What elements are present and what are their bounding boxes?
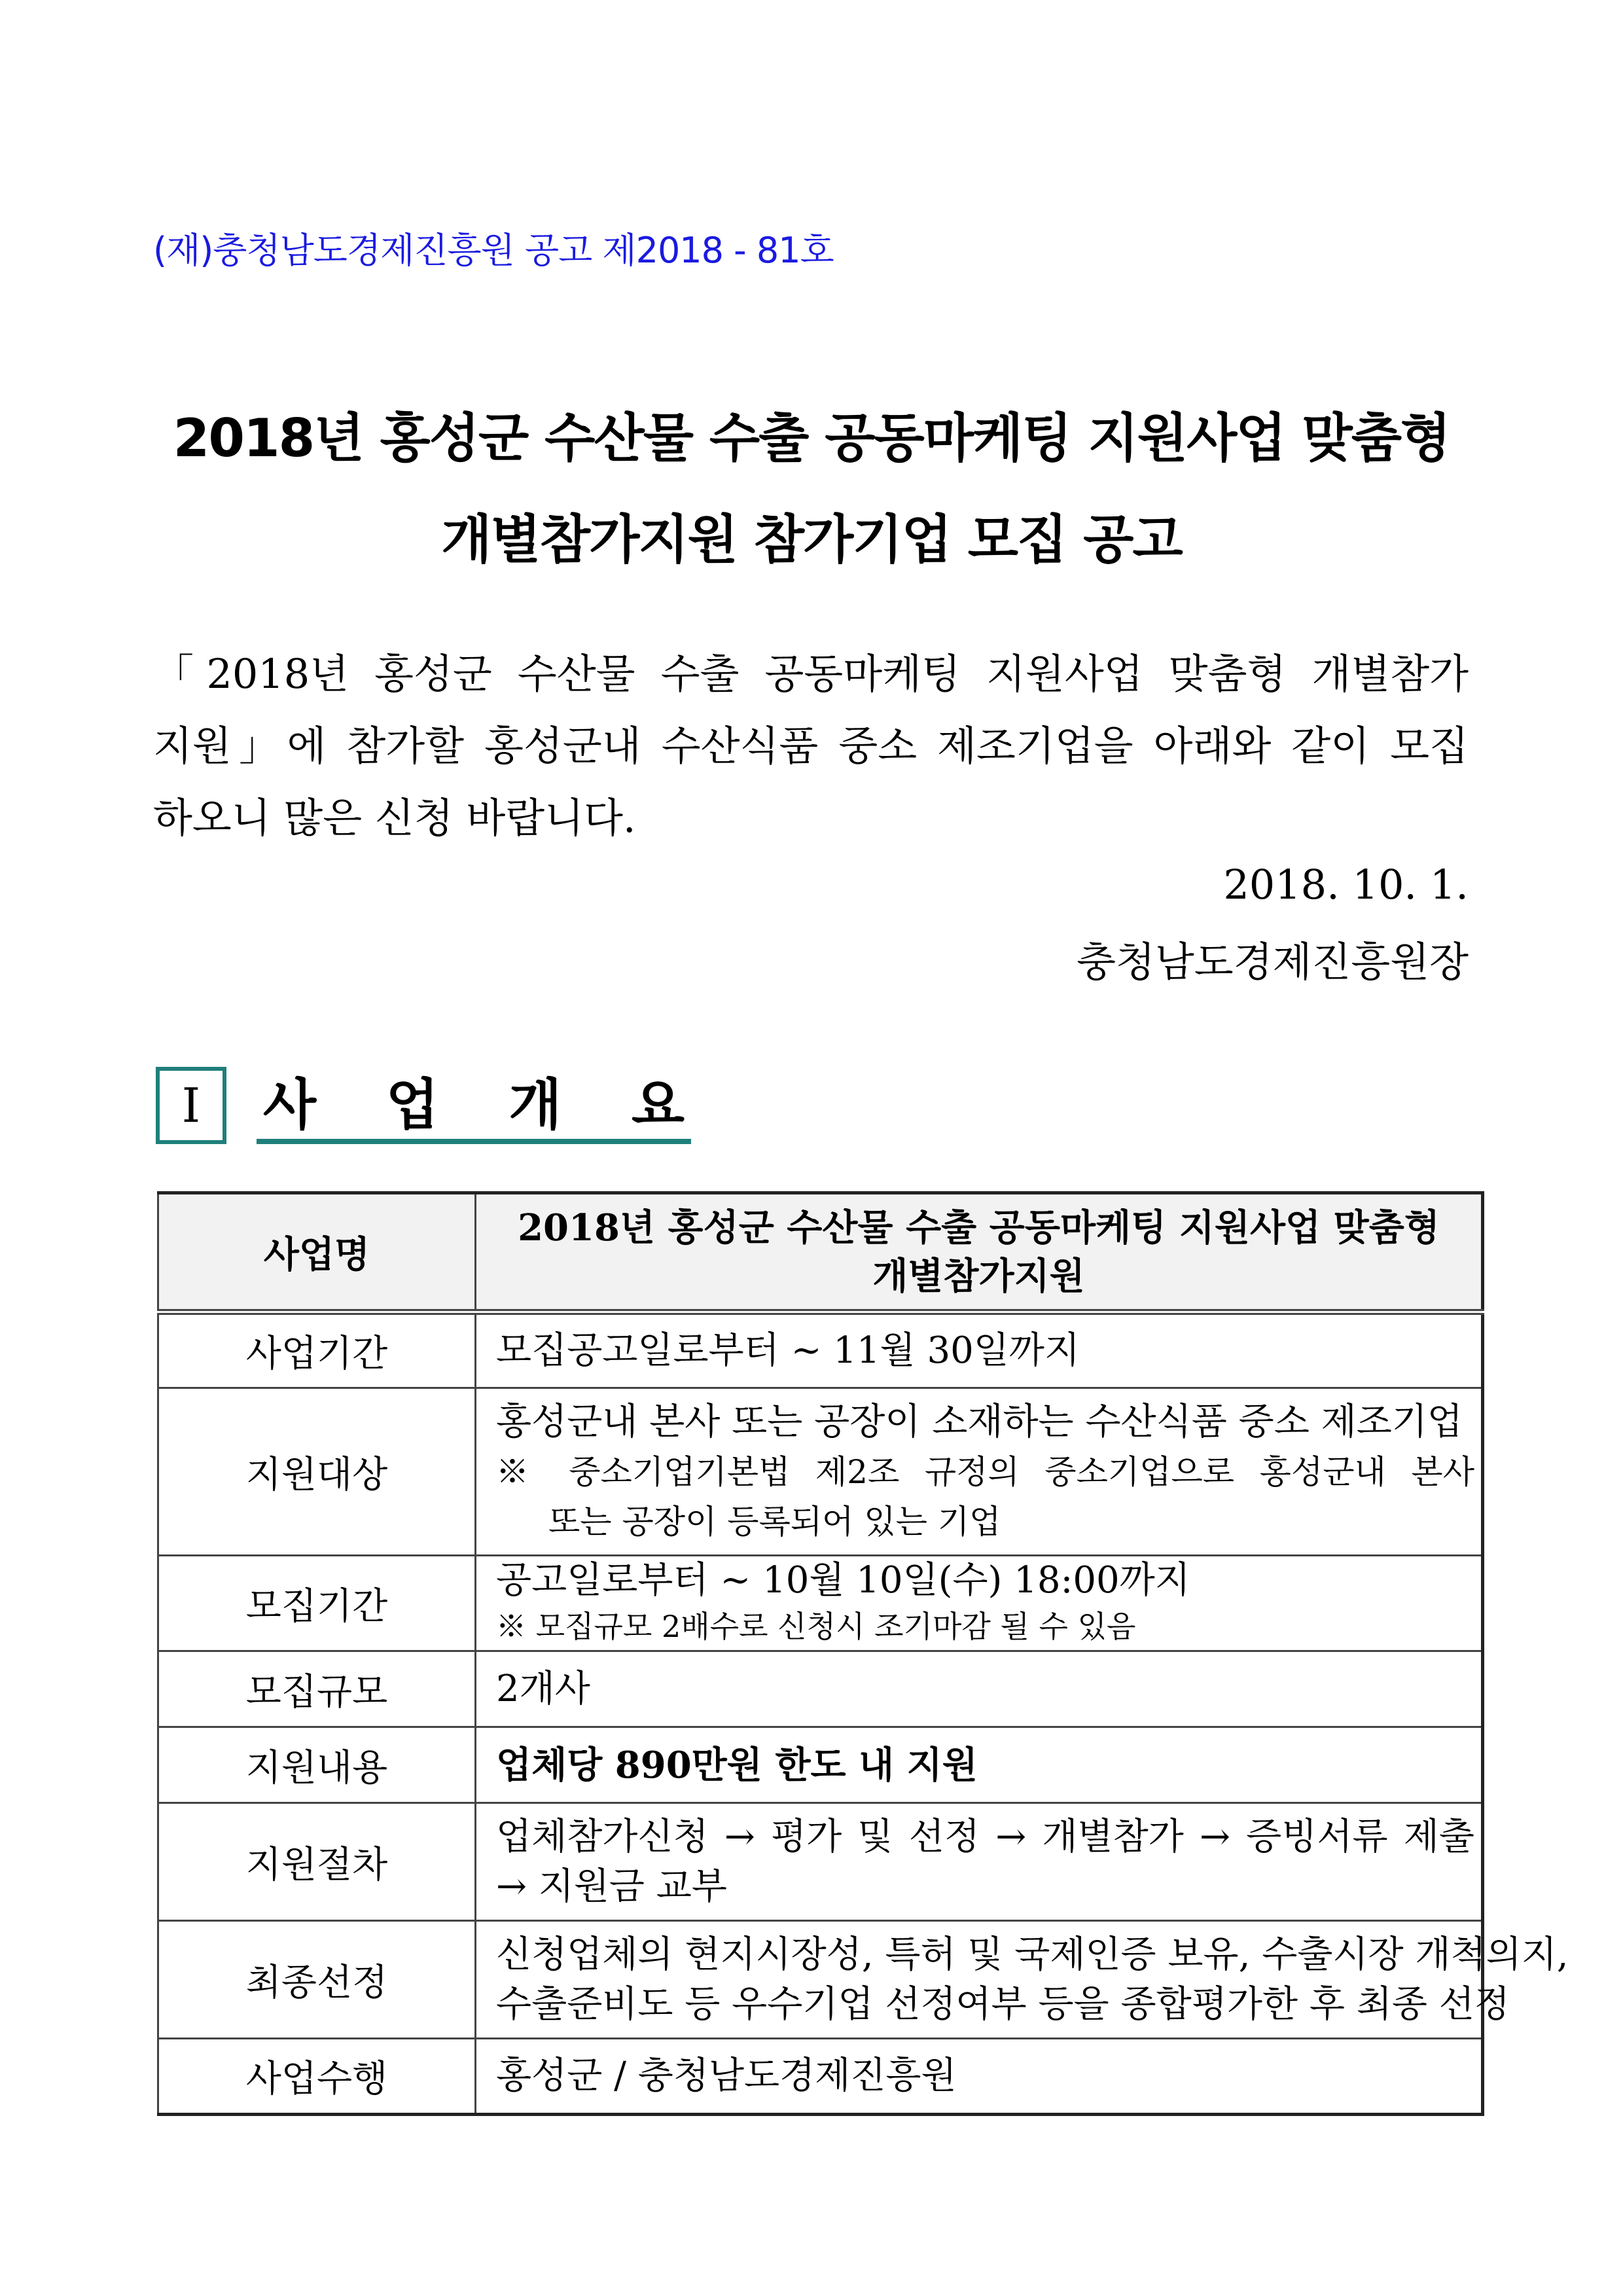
target-line1: 홍성군내 본사 또는 공장이 소재하는 수산식품 중소 제조기업 [496,1400,1463,1443]
procedure-line2: → 지원금 교부 [496,1865,728,1908]
target-value [476,1388,1483,1556]
selection-line1: 신청업체의 현지시장성, 특허 및 국제인증 보유, 수출시장 개척의지, [496,1933,1569,1976]
page-title-line1: 2018년 홍성군 수산물 수출 공동마케팅 지원사업 맞춤형 [173,408,1450,469]
operator-label: 사업수행 [158,2039,476,2115]
header-label: 사업명 [158,1193,476,1312]
selection-line2: 수출준비도 등 우수기업 선정여부 등을 종합평가한 후 최종 선정 [496,1982,1510,2026]
target-note-line2: 또는 공장이 등록되어 있는 기업 [548,1502,1001,1541]
target-note-line1: ※ 중소기업기본법 제2조 규정의 중소기업으로 홍성군내 본사 [496,1452,1474,1491]
procedure-label: 지원절차 [158,1803,476,1921]
period-value: 모집공고일로부터 ~ 11월 30일까지 [476,1312,1483,1388]
section-number-box [156,1067,226,1144]
issuer-name: 충청남도경제진흥원장 [1077,938,1469,986]
table-row [158,1921,1483,2039]
support-value: 업체당 890만원 한도 내 지원 [476,1727,1483,1803]
scale-value: 2개사 [476,1651,1483,1727]
operator-value: 홍성군 / 충청남도경제진흥원 [476,2039,1483,2115]
notice-date: 2018. 10. 1. [1223,861,1469,908]
header-value [476,1193,1483,1312]
table-row [158,1388,1483,1556]
procedure-value [476,1803,1483,1921]
table-row [158,2039,1483,2115]
support-label: 지원내용 [158,1727,476,1803]
intro-line1: 「2018년 홍성군 수산물 수출 공동마케팅 지원사업 맞춤형 개별참가 [153,650,1469,698]
intro-line3: 하오니 많은 신청 바랍니다. [153,794,636,842]
table-row [158,1556,1483,1651]
recruit-period-line1: 공고일로부터 ~ 10월 10일(수) 18:00까지 [496,1558,1190,1602]
table-row [158,1312,1483,1388]
page-title-line2: 개별참가지원 참가기업 모집 공고 [441,509,1182,570]
header-value-line1: 2018년 홍성군 수산물 수출 공동마케팅 지원사업 맞춤형 [518,1206,1440,1249]
target-label: 지원대상 [158,1388,476,1556]
recruit-period-note: ※ 모집규모 2배수로 신청시 조기마감 될 수 있음 [496,1608,1136,1644]
scale-label: 모집규모 [158,1651,476,1727]
table-row [158,1193,1483,1312]
recruit-period-value [476,1556,1483,1651]
table-row [158,1651,1483,1727]
overview-table [157,1191,1569,2116]
selection-label: 최종선정 [158,1921,476,2039]
section-title-text: 사 업 개 요 [263,1072,685,1137]
section-number: Ⅰ [181,1078,201,1133]
recruit-period-label: 모집기간 [158,1556,476,1651]
selection-value [476,1921,1569,2039]
section-title [257,1062,691,1144]
notice-number: (재)충청남도경제진흥원 공고 제2018 - 81호 [153,230,834,271]
table-row [158,1727,1483,1803]
table-row [158,1803,1483,1921]
procedure-line1: 업체참가신청 → 평가 및 선정 → 개별참가 → 증빙서류 제출 [496,1815,1474,1858]
intro-line2: 지원」에 참가할 홍성군내 수산식품 중소 제조기업을 아래와 같이 모집 [153,722,1469,770]
period-label: 사업기간 [158,1312,476,1388]
header-value-line2: 개별참가지원 [872,1254,1085,1298]
